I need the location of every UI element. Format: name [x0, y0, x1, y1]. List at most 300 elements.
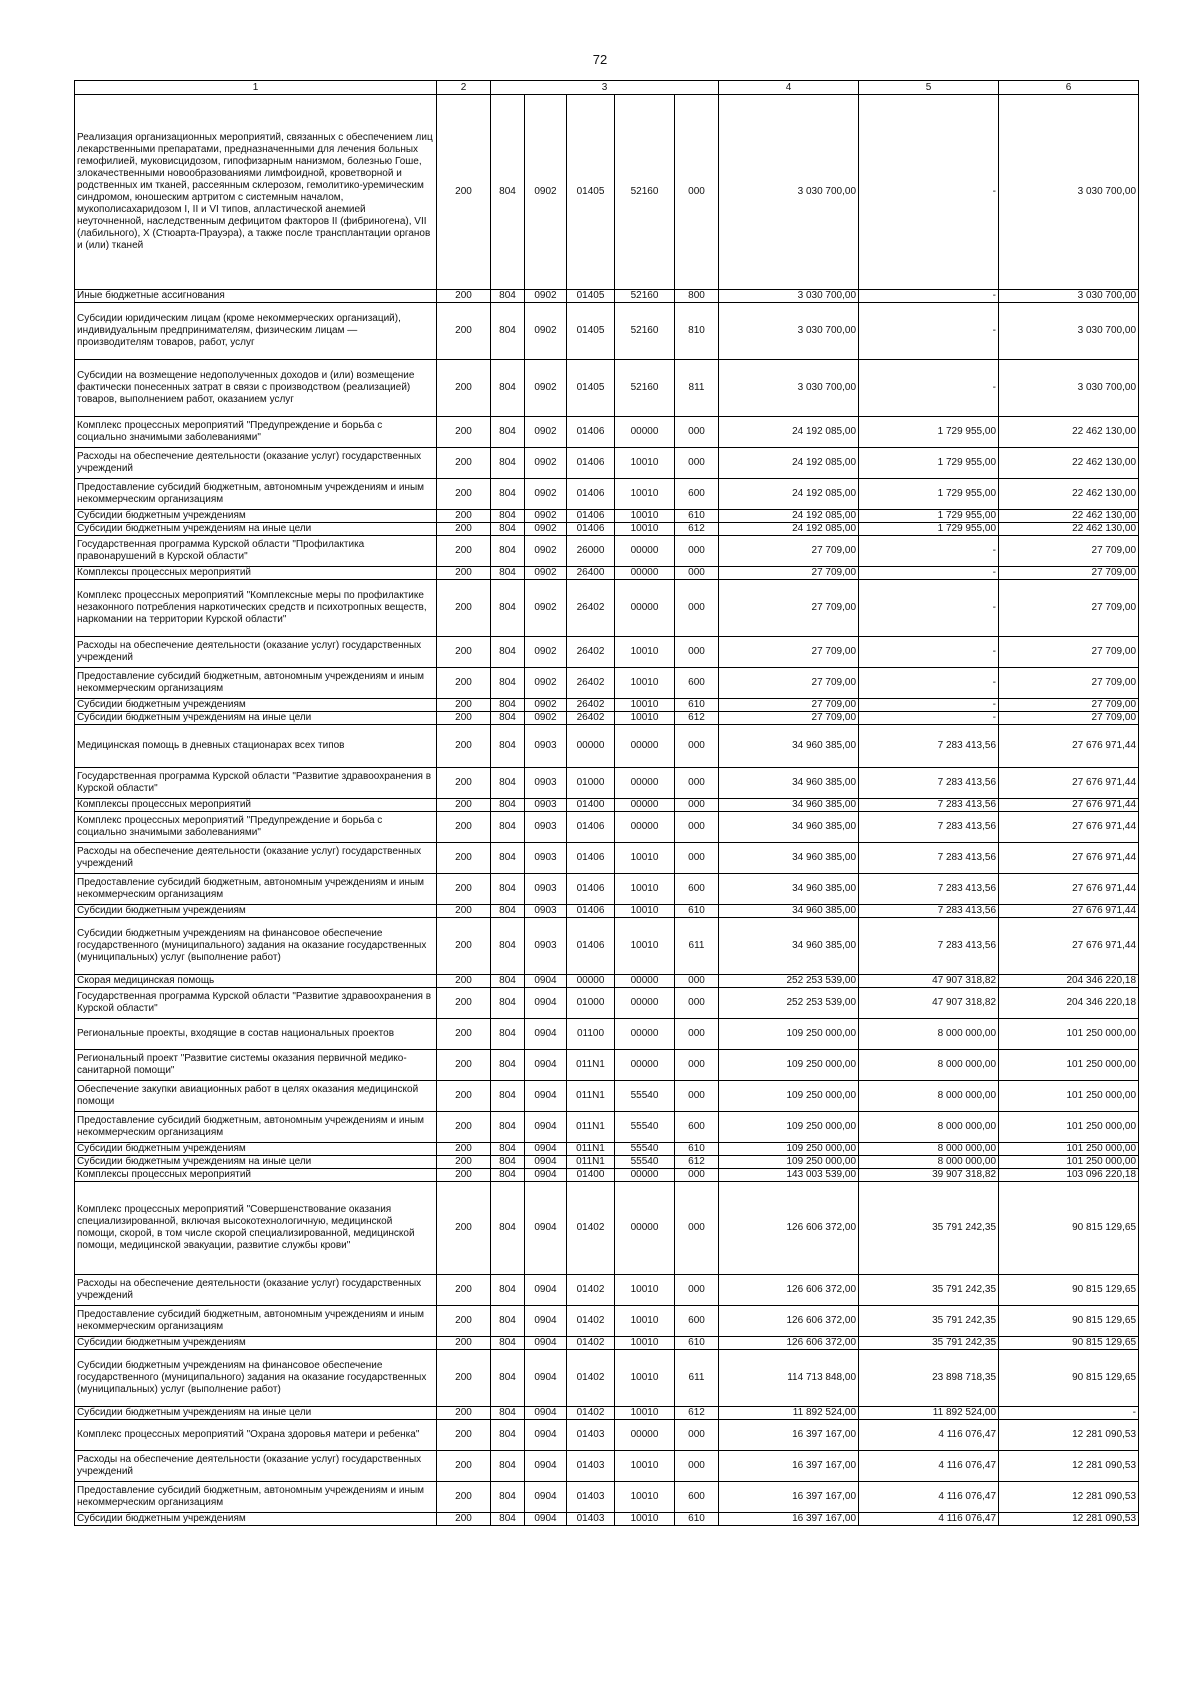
table-row: [75, 1337, 1139, 1350]
row-code-section: 804: [491, 1513, 525, 1526]
row-col-2: 200: [437, 812, 491, 843]
row-col-5: 7 283 413,56: [859, 874, 999, 905]
row-col-2: 200: [437, 712, 491, 725]
row-code-subsection: 0902: [525, 523, 567, 536]
row-name: Скорая медицинская помощь: [75, 975, 437, 988]
row-col-5: 39 907 318,82: [859, 1169, 999, 1182]
row-col-6: 204 346 220,18: [999, 975, 1139, 988]
row-col-5: 8 000 000,00: [859, 1019, 999, 1050]
row-col-4: 34 960 385,00: [719, 812, 859, 843]
row-code-expense-type: 610: [675, 905, 719, 918]
table-row: [75, 712, 1139, 725]
row-col-5: 35 791 242,35: [859, 1275, 999, 1306]
row-code-expense-type: 600: [675, 668, 719, 699]
row-code-subsection: 0904: [525, 1143, 567, 1156]
row-code-direction: 00000: [615, 567, 675, 580]
row-col-6: 27 676 971,44: [999, 725, 1139, 768]
row-code-direction: 10010: [615, 712, 675, 725]
row-name: Субсидии бюджетным учреждениям: [75, 1337, 437, 1350]
row-code-direction: 10010: [615, 1275, 675, 1306]
row-col-6: 101 250 000,00: [999, 1050, 1139, 1081]
row-col-4: 24 192 085,00: [719, 479, 859, 510]
row-col-2: 200: [437, 1482, 491, 1513]
row-name: Государственная программа Курской области "Профилактика правонарушений в Курской области": [75, 536, 437, 567]
row-code-subsection: 0902: [525, 712, 567, 725]
row-code-expense-type: 000: [675, 843, 719, 874]
table-row: [75, 905, 1139, 918]
row-code-program: 01402: [567, 1275, 615, 1306]
row-col-5: 47 907 318,82: [859, 975, 999, 988]
row-col-5: -: [859, 303, 999, 360]
table-row: [75, 510, 1139, 523]
row-col-2: 200: [437, 523, 491, 536]
row-code-program: 01402: [567, 1407, 615, 1420]
row-name: Расходы на обеспечение деятельности (оказание услуг) государственных учреждений: [75, 637, 437, 668]
row-col-6: 27 676 971,44: [999, 843, 1139, 874]
table-row: [75, 580, 1139, 637]
row-col-2: 200: [437, 768, 491, 799]
row-code-section: 804: [491, 668, 525, 699]
row-name: Обеспечение закупки авиационных работ в целях оказания медицинской помощи: [75, 1081, 437, 1112]
row-col-4: 109 250 000,00: [719, 1019, 859, 1050]
row-code-subsection: 0902: [525, 95, 567, 290]
row-code-section: 804: [491, 699, 525, 712]
header-col-5: 5: [859, 81, 999, 95]
row-code-direction: 10010: [615, 1350, 675, 1407]
row-code-expense-type: 000: [675, 975, 719, 988]
row-col-4: 24 192 085,00: [719, 448, 859, 479]
row-code-subsection: 0902: [525, 536, 567, 567]
row-code-section: 804: [491, 1019, 525, 1050]
row-code-expense-type: 610: [675, 1143, 719, 1156]
row-name: Предоставление субсидий бюджетным, автономным учреждениям и иным некоммерческим организациям: [75, 874, 437, 905]
row-col-5: 35 791 242,35: [859, 1182, 999, 1275]
row-code-expense-type: 600: [675, 1306, 719, 1337]
row-code-section: 804: [491, 1156, 525, 1169]
row-code-subsection: 0904: [525, 1156, 567, 1169]
row-col-5: -: [859, 290, 999, 303]
row-code-direction: 00000: [615, 812, 675, 843]
row-name: Субсидии бюджетным учреждениям на иные цели: [75, 712, 437, 725]
row-col-5: 1 729 955,00: [859, 510, 999, 523]
row-name: Реализация организационных мероприятий, связанных с обеспечением лиц лекарственными препаратами, предназначенными для лечения больных гемофилией, муковисцидозом, гипофизарным нанизмом, болезнью Гоше, злокачественными новообразованиями лимфоидной, кроветворной и родственных им тканей, рассеянным склерозом, гемолитико-уремическим синдромом, юношеским артритом с системным началом, мукополисахаридозом I, II и VI типов, апластической анемией неуточненной, наследственным дефицитом факторов II (фибриногена), VII (лабильного), X (Стюарта-Прауэра), а также после трансплантации органов и (или) тканей: [75, 95, 437, 290]
row-col-5: -: [859, 637, 999, 668]
row-col-6: 3 030 700,00: [999, 95, 1139, 290]
row-col-2: 200: [437, 668, 491, 699]
row-code-program: 01403: [567, 1420, 615, 1451]
table-row: [75, 918, 1139, 975]
row-col-2: 200: [437, 1350, 491, 1407]
row-code-direction: 00000: [615, 417, 675, 448]
row-col-6: 101 250 000,00: [999, 1019, 1139, 1050]
table-row: [75, 417, 1139, 448]
row-code-section: 804: [491, 768, 525, 799]
row-col-5: 4 116 076,47: [859, 1451, 999, 1482]
row-code-expense-type: 000: [675, 812, 719, 843]
row-col-4: 109 250 000,00: [719, 1050, 859, 1081]
row-code-subsection: 0903: [525, 812, 567, 843]
row-code-subsection: 0903: [525, 918, 567, 975]
row-code-program: 01406: [567, 448, 615, 479]
row-col-5: -: [859, 699, 999, 712]
row-name: Субсидии бюджетным учреждениям: [75, 1143, 437, 1156]
row-col-2: 200: [437, 303, 491, 360]
row-code-program: 011N1: [567, 1156, 615, 1169]
table-row: [75, 699, 1139, 712]
row-col-5: 7 283 413,56: [859, 812, 999, 843]
row-code-section: 804: [491, 290, 525, 303]
row-name: Расходы на обеспечение деятельности (оказание услуг) государственных учреждений: [75, 1275, 437, 1306]
row-code-subsection: 0904: [525, 1019, 567, 1050]
header-col-4: 4: [719, 81, 859, 95]
row-col-6: 101 250 000,00: [999, 1156, 1139, 1169]
row-col-2: 200: [437, 1182, 491, 1275]
row-code-subsection: 0902: [525, 567, 567, 580]
row-col-2: 200: [437, 725, 491, 768]
row-col-6: 90 815 129,65: [999, 1182, 1139, 1275]
row-code-subsection: 0904: [525, 1050, 567, 1081]
row-code-subsection: 0902: [525, 448, 567, 479]
row-col-6: 3 030 700,00: [999, 290, 1139, 303]
row-col-4: 34 960 385,00: [719, 874, 859, 905]
header-col-2: 2: [437, 81, 491, 95]
row-name: Расходы на обеспечение деятельности (оказание услуг) государственных учреждений: [75, 1451, 437, 1482]
table-row: [75, 536, 1139, 567]
row-name: Комплексы процессных мероприятий: [75, 799, 437, 812]
row-col-6: 101 250 000,00: [999, 1081, 1139, 1112]
row-col-6: 27 709,00: [999, 536, 1139, 567]
row-col-6: 22 462 130,00: [999, 417, 1139, 448]
row-code-section: 804: [491, 1112, 525, 1143]
row-col-4: 3 030 700,00: [719, 290, 859, 303]
row-col-6: 27 676 971,44: [999, 874, 1139, 905]
row-col-4: 114 713 848,00: [719, 1350, 859, 1407]
row-col-2: 200: [437, 905, 491, 918]
row-name: Иные бюджетные ассигнования: [75, 290, 437, 303]
row-code-direction: 10010: [615, 510, 675, 523]
row-col-5: 7 283 413,56: [859, 905, 999, 918]
row-col-5: -: [859, 95, 999, 290]
row-code-program: 01100: [567, 1019, 615, 1050]
table-row: [75, 1050, 1139, 1081]
row-code-section: 804: [491, 1482, 525, 1513]
row-name: Субсидии бюджетным учреждениям на иные цели: [75, 523, 437, 536]
row-code-section: 804: [491, 1182, 525, 1275]
row-name: Комплексы процессных мероприятий: [75, 567, 437, 580]
row-code-program: 01405: [567, 290, 615, 303]
row-col-6: 27 676 971,44: [999, 768, 1139, 799]
row-col-6: 22 462 130,00: [999, 523, 1139, 536]
row-code-direction: 10010: [615, 448, 675, 479]
row-code-program: 011N1: [567, 1112, 615, 1143]
row-col-5: 23 898 718,35: [859, 1350, 999, 1407]
row-code-expense-type: 611: [675, 918, 719, 975]
row-col-2: 200: [437, 479, 491, 510]
row-col-6: 103 096 220,18: [999, 1169, 1139, 1182]
row-col-2: 200: [437, 536, 491, 567]
row-col-4: 27 709,00: [719, 637, 859, 668]
row-col-2: 200: [437, 95, 491, 290]
table-row: [75, 567, 1139, 580]
row-code-program: 011N1: [567, 1050, 615, 1081]
row-col-2: 200: [437, 918, 491, 975]
row-col-4: 3 030 700,00: [719, 360, 859, 417]
page-number: 72: [592, 52, 608, 67]
row-col-2: 200: [437, 1407, 491, 1420]
row-code-program: 01400: [567, 799, 615, 812]
row-code-expense-type: 611: [675, 1350, 719, 1407]
row-code-subsection: 0903: [525, 905, 567, 918]
row-code-subsection: 0904: [525, 1482, 567, 1513]
row-code-section: 804: [491, 725, 525, 768]
row-code-program: 01406: [567, 874, 615, 905]
row-code-expense-type: 610: [675, 1337, 719, 1350]
row-name: Субсидии бюджетным учреждениям на иные цели: [75, 1156, 437, 1169]
row-name: Субсидии на возмещение недополученных доходов и (или) возмещение фактически понесенных затрат в связи с производством (реализацией) товаров, выполнением работ, оказанием услуг: [75, 360, 437, 417]
row-col-5: 1 729 955,00: [859, 479, 999, 510]
row-name: Субсидии бюджетным учреждениям: [75, 510, 437, 523]
row-col-6: 12 281 090,53: [999, 1513, 1139, 1526]
row-code-program: 01000: [567, 988, 615, 1019]
table-row: [75, 1350, 1139, 1407]
row-code-section: 804: [491, 988, 525, 1019]
row-col-4: 126 606 372,00: [719, 1337, 859, 1350]
row-col-4: 16 397 167,00: [719, 1420, 859, 1451]
row-col-2: 200: [437, 580, 491, 637]
row-code-expense-type: 810: [675, 303, 719, 360]
row-code-program: 01405: [567, 360, 615, 417]
row-code-expense-type: 000: [675, 1275, 719, 1306]
row-col-4: 126 606 372,00: [719, 1182, 859, 1275]
row-code-expense-type: 600: [675, 1482, 719, 1513]
row-code-direction: 55540: [615, 1143, 675, 1156]
row-name: Региональный проект "Развитие системы оказания первичной медико-санитарной помощи": [75, 1050, 437, 1081]
row-code-expense-type: 000: [675, 95, 719, 290]
table-row: [75, 975, 1139, 988]
row-col-2: 200: [437, 1169, 491, 1182]
row-code-direction: 10010: [615, 523, 675, 536]
row-col-2: 200: [437, 417, 491, 448]
row-code-expense-type: 000: [675, 988, 719, 1019]
row-col-6: 27 676 971,44: [999, 812, 1139, 843]
row-code-direction: 10010: [615, 918, 675, 975]
row-code-subsection: 0902: [525, 360, 567, 417]
row-code-expense-type: 600: [675, 1112, 719, 1143]
row-code-expense-type: 000: [675, 799, 719, 812]
row-name: Государственная программа Курской области "Развитие здравоохранения в Курской области": [75, 988, 437, 1019]
row-col-5: 1 729 955,00: [859, 448, 999, 479]
row-col-2: 200: [437, 290, 491, 303]
table-row: [75, 1275, 1139, 1306]
row-code-section: 804: [491, 536, 525, 567]
row-col-4: 143 003 539,00: [719, 1169, 859, 1182]
row-name: Комплексы процессных мероприятий: [75, 1169, 437, 1182]
row-col-4: 3 030 700,00: [719, 303, 859, 360]
table-row: [75, 988, 1139, 1019]
row-col-6: 90 815 129,65: [999, 1306, 1139, 1337]
row-code-direction: 10010: [615, 1482, 675, 1513]
table-row: [75, 843, 1139, 874]
row-name: Субсидии юридическим лицам (кроме некоммерческих организаций), индивидуальным предпринимателям, физическим лицам — производителям товаров, работ, услуг: [75, 303, 437, 360]
row-code-expense-type: 000: [675, 580, 719, 637]
row-code-section: 804: [491, 1169, 525, 1182]
row-name: Предоставление субсидий бюджетным, автономным учреждениям и иным некоммерческим организациям: [75, 1482, 437, 1513]
row-col-6: 90 815 129,65: [999, 1275, 1139, 1306]
row-col-4: 27 709,00: [719, 567, 859, 580]
row-col-5: 8 000 000,00: [859, 1050, 999, 1081]
row-name: Субсидии бюджетным учреждениям: [75, 699, 437, 712]
row-col-5: 47 907 318,82: [859, 988, 999, 1019]
row-code-subsection: 0903: [525, 843, 567, 874]
row-code-subsection: 0902: [525, 580, 567, 637]
row-code-section: 804: [491, 303, 525, 360]
row-code-program: 26400: [567, 567, 615, 580]
header-row: [75, 81, 1139, 95]
row-code-expense-type: 000: [675, 417, 719, 448]
row-col-2: 200: [437, 1420, 491, 1451]
row-col-5: 7 283 413,56: [859, 799, 999, 812]
row-col-5: -: [859, 360, 999, 417]
row-code-section: 804: [491, 360, 525, 417]
row-col-2: 200: [437, 1156, 491, 1169]
row-code-subsection: 0902: [525, 303, 567, 360]
row-col-6: 204 346 220,18: [999, 988, 1139, 1019]
row-code-direction: 10010: [615, 874, 675, 905]
row-code-subsection: 0904: [525, 1407, 567, 1420]
row-col-5: 4 116 076,47: [859, 1420, 999, 1451]
row-col-2: 200: [437, 1019, 491, 1050]
row-code-expense-type: 610: [675, 510, 719, 523]
row-col-2: 200: [437, 1112, 491, 1143]
row-col-6: 27 709,00: [999, 712, 1139, 725]
row-col-2: 200: [437, 1337, 491, 1350]
row-col-6: -: [999, 1407, 1139, 1420]
row-code-direction: 55540: [615, 1112, 675, 1143]
row-code-direction: 00000: [615, 1050, 675, 1081]
row-code-program: 26402: [567, 668, 615, 699]
row-code-program: 01406: [567, 918, 615, 975]
row-name: Комплекс процессных мероприятий "Предупреждение и борьба с социально значимыми заболеваниями": [75, 812, 437, 843]
row-code-direction: 00000: [615, 1019, 675, 1050]
row-code-program: 01402: [567, 1306, 615, 1337]
row-col-5: 7 283 413,56: [859, 843, 999, 874]
row-code-subsection: 0902: [525, 290, 567, 303]
row-name: Государственная программа Курской области "Развитие здравоохранения в Курской области": [75, 768, 437, 799]
row-col-4: 34 960 385,00: [719, 768, 859, 799]
row-col-4: 34 960 385,00: [719, 918, 859, 975]
row-code-subsection: 0904: [525, 1350, 567, 1407]
table-row: [75, 1306, 1139, 1337]
table-row: [75, 768, 1139, 799]
table-row: [75, 637, 1139, 668]
table-row: [75, 290, 1139, 303]
row-code-direction: 52160: [615, 95, 675, 290]
row-code-direction: 10010: [615, 1513, 675, 1526]
row-col-2: 200: [437, 988, 491, 1019]
row-name: Предоставление субсидий бюджетным, автономным учреждениям и иным некоммерческим организациям: [75, 668, 437, 699]
row-col-4: 11 892 524,00: [719, 1407, 859, 1420]
row-code-direction: 10010: [615, 905, 675, 918]
row-col-6: 27 709,00: [999, 580, 1139, 637]
row-code-program: 26402: [567, 699, 615, 712]
row-col-6: 101 250 000,00: [999, 1112, 1139, 1143]
row-code-expense-type: 000: [675, 1081, 719, 1112]
row-name: Предоставление субсидий бюджетным, автономным учреждениям и иным некоммерческим организациям: [75, 1306, 437, 1337]
row-col-4: 252 253 539,00: [719, 975, 859, 988]
row-code-section: 804: [491, 1050, 525, 1081]
row-col-6: 27 676 971,44: [999, 918, 1139, 975]
row-col-4: 16 397 167,00: [719, 1513, 859, 1526]
row-code-program: 01400: [567, 1169, 615, 1182]
row-col-5: 4 116 076,47: [859, 1513, 999, 1526]
row-name: Комплекс процессных мероприятий "Совершенствование оказания специализированной, включая высокотехнологичную, медицинской помощи, скорой, в том числе скорой специализированной, медицинской помощи, медицинской эвакуации, развитие службы крови": [75, 1182, 437, 1275]
row-col-6: 12 281 090,53: [999, 1420, 1139, 1451]
row-col-6: 27 709,00: [999, 637, 1139, 668]
row-col-4: 24 192 085,00: [719, 510, 859, 523]
row-col-2: 200: [437, 360, 491, 417]
row-col-2: 200: [437, 1081, 491, 1112]
row-code-direction: 00000: [615, 988, 675, 1019]
table-row: [75, 1081, 1139, 1112]
row-col-4: 109 250 000,00: [719, 1081, 859, 1112]
row-col-4: 24 192 085,00: [719, 417, 859, 448]
row-code-section: 804: [491, 1350, 525, 1407]
row-code-section: 804: [491, 510, 525, 523]
row-code-expense-type: 612: [675, 712, 719, 725]
row-code-program: 01403: [567, 1482, 615, 1513]
row-name: Комплекс процессных мероприятий "Предупреждение и борьба с социально значимыми заболеваниями": [75, 417, 437, 448]
row-code-subsection: 0902: [525, 668, 567, 699]
row-code-section: 804: [491, 799, 525, 812]
row-col-2: 200: [437, 975, 491, 988]
row-code-section: 804: [491, 812, 525, 843]
table-row: [75, 523, 1139, 536]
row-code-subsection: 0904: [525, 1169, 567, 1182]
row-col-4: 27 709,00: [719, 699, 859, 712]
row-col-6: 22 462 130,00: [999, 510, 1139, 523]
row-col-5: 7 283 413,56: [859, 725, 999, 768]
row-code-program: 01403: [567, 1451, 615, 1482]
row-col-6: 3 030 700,00: [999, 303, 1139, 360]
row-code-program: 26402: [567, 712, 615, 725]
row-col-2: 200: [437, 567, 491, 580]
row-name: Субсидии бюджетным учреждениям на финансовое обеспечение государственного (муниципального) задания на оказание государственных (муниципальных) услуг (выполнение работ): [75, 918, 437, 975]
row-code-subsection: 0904: [525, 1112, 567, 1143]
row-code-program: 26402: [567, 580, 615, 637]
row-code-expense-type: 610: [675, 1513, 719, 1526]
row-name: Предоставление субсидий бюджетным, автономным учреждениям и иным некоммерческим организациям: [75, 1112, 437, 1143]
row-name: Субсидии бюджетным учреждениям на финансовое обеспечение государственного (муниципального) задания на оказание государственных (муниципальных) услуг (выполнение работ): [75, 1350, 437, 1407]
row-col-4: 34 960 385,00: [719, 799, 859, 812]
row-code-program: 01406: [567, 510, 615, 523]
row-code-section: 804: [491, 1081, 525, 1112]
row-code-program: 01405: [567, 95, 615, 290]
row-code-subsection: 0903: [525, 768, 567, 799]
row-col-4: 109 250 000,00: [719, 1156, 859, 1169]
row-col-4: 16 397 167,00: [719, 1482, 859, 1513]
table-row: [75, 1019, 1139, 1050]
row-code-section: 804: [491, 417, 525, 448]
row-code-expense-type: 000: [675, 725, 719, 768]
row-code-direction: 00000: [615, 1420, 675, 1451]
row-col-5: 8 000 000,00: [859, 1156, 999, 1169]
row-code-expense-type: 600: [675, 874, 719, 905]
row-code-direction: 10010: [615, 1451, 675, 1482]
header-col-6: 6: [999, 81, 1139, 95]
row-col-4: 27 709,00: [719, 536, 859, 567]
row-code-direction: 00000: [615, 580, 675, 637]
row-code-program: 01406: [567, 523, 615, 536]
